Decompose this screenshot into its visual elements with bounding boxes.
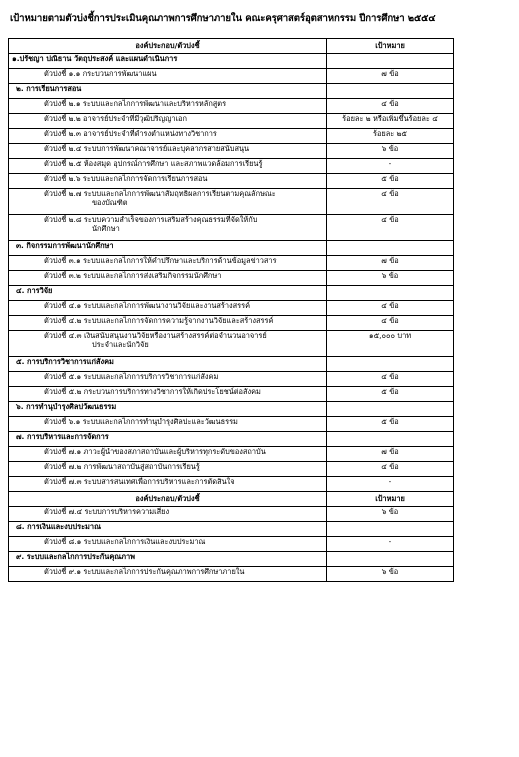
table-row — [9, 189, 454, 215]
indicator-label: องค์ประกอบ/ตัวบ่งชี้ — [135, 494, 200, 504]
indicator-cell — [9, 331, 327, 357]
indicator-cell — [9, 537, 327, 552]
target-cell: ๖ ข้อ — [327, 144, 454, 159]
indicator-label: ตัวบ่งชี้ ๒.๑ ระบบและกลไกการพัฒนาและบริหารหลักสูตร — [44, 99, 227, 108]
indicator-label: ๗. การบริหารและการจัดการ — [16, 432, 109, 441]
table-header-row — [9, 492, 454, 507]
indicator-label: ตัวบ่งชี้ ๔.๑ ระบบและกลไกการพัฒนางานวิจัยและงานสร้างสรรค์ — [44, 301, 251, 310]
indicator-label: ๘. การเงินและงบประมาณ — [16, 522, 101, 531]
target-cell — [327, 357, 454, 372]
indicator-cell — [9, 301, 327, 316]
indicator-cell — [9, 256, 327, 271]
section-title — [9, 552, 327, 567]
section-row — [9, 522, 454, 537]
target-cell — [327, 241, 454, 256]
indicator-label: ตัวบ่งชี้ ๙.๑ ระบบและกลไกการประกันคุณภาพการศึกษาภายใน — [44, 567, 245, 576]
target-cell: ๗ ข้อ — [327, 256, 454, 271]
indicator-cell — [9, 129, 327, 144]
indicator-cell — [9, 159, 327, 174]
indicator-label: ตัวบ่งชี้ ๒.๓ อาจารย์ประจำที่ดำรงตำแหน่งทางวิชาการ — [44, 129, 217, 138]
indicator-cell — [9, 507, 327, 522]
indicator-label: ตัวบ่งชี้ ๒.๕ ห้องสมุด อุปกรณ์การศึกษา และสภาพแวดล้อมการเรียนรู้ — [44, 159, 263, 168]
target-cell — [327, 432, 454, 447]
indicator-label: ๔. การวิจัย — [16, 286, 53, 295]
indicator-cell — [9, 189, 327, 215]
section-row — [9, 54, 454, 69]
table-row — [9, 417, 454, 432]
table-body — [9, 54, 454, 582]
indicator-cell — [9, 316, 327, 331]
indicator-label: ตัวบ่งชี้ ๔.๓ เงินสนับสนุนงานวิจัยหรืองานสร้างสรรค์ต่อจำนวนอาจารย์ — [44, 331, 267, 340]
target-cell — [327, 402, 454, 417]
table-row — [9, 144, 454, 159]
table-row — [9, 174, 454, 189]
table-row — [9, 537, 454, 552]
indicator-label: ๑.ปรัชญา ปณิธาน วัตถุประสงค์ และแผนดำเนินการ — [12, 54, 178, 63]
table-row — [9, 507, 454, 522]
indicator-cell — [9, 271, 327, 286]
target-cell: - — [327, 159, 454, 174]
indicator-cell — [9, 447, 327, 462]
target-cell: ๑๕,๐๐๐ บาท — [327, 331, 454, 357]
target-cell — [327, 286, 454, 301]
indicator-label: ตัวบ่งชี้ ๗.๑ ภาวะผู้นำของสภาสถาบันและผู้บริหารทุกระดับของสถาบัน — [44, 447, 266, 456]
indicator-label: ตัวบ่งชี้ ๓.๑ ระบบและกลไกการให้คำปรึกษาและบริการด้านข้อมูลข่าวสาร — [44, 256, 277, 265]
section-row — [9, 402, 454, 417]
table-row — [9, 114, 454, 129]
indicator-cell — [9, 387, 327, 402]
indicator-label: ตัวบ่งชี้ ๔.๒ ระบบและกลไกการจัดการความรู้จากงานวิจัยและสร้างสรรค์ — [44, 316, 274, 325]
target-cell: ๔ ข้อ — [327, 301, 454, 316]
section-title — [9, 286, 327, 301]
table-row — [9, 316, 454, 331]
section-row — [9, 432, 454, 447]
indicator-label: ตัวบ่งชี้ ๓.๒ ระบบและกลไกการส่งเสริมกิจกรรมนักศึกษา — [44, 271, 222, 280]
header-target: เป้าหมาย — [327, 492, 454, 507]
indicator-cell — [9, 477, 327, 492]
indicator-cell — [9, 567, 327, 582]
target-cell — [327, 54, 454, 69]
section-title — [9, 432, 327, 447]
target-cell: ร้อยละ ๒ หรือเพิ่มขึ้นร้อยละ ๔ — [327, 114, 454, 129]
section-title — [9, 84, 327, 99]
table-header-row — [9, 39, 454, 54]
section-title — [9, 522, 327, 537]
indicator-label-cont: ประจำและนักวิจัย — [92, 340, 149, 350]
target-cell: ๔ ข้อ — [327, 215, 454, 241]
indicator-label: ๕. การบริการวิชาการแก่สังคม — [16, 357, 114, 366]
document-title: เป้าหมายตามตัวบ่งชี้การประเมินคุณภาพการศึกษาภายใน คณะครุศาสตร์อุตสาหกรรม ปีการศึกษา ๒๕๕๔ — [10, 13, 436, 24]
section-row — [9, 552, 454, 567]
target-cell: - — [327, 537, 454, 552]
indicator-label-cont: ของบัณฑิต — [92, 198, 128, 208]
indicator-label: ตัวบ่งชี้ ๗.๔ ระบบการบริหารความเสี่ยง — [44, 507, 170, 516]
target-cell — [327, 552, 454, 567]
table-row — [9, 271, 454, 286]
indicator-label: ตัวบ่งชี้ ๗.๒ การพัฒนาสถาบันสู่สถาบันการเรียนรู้ — [44, 462, 200, 471]
table-row — [9, 99, 454, 114]
table-row — [9, 372, 454, 387]
indicator-table — [8, 38, 454, 582]
target-cell: ๔ ข้อ — [327, 316, 454, 331]
table-row — [9, 387, 454, 402]
target-cell: - — [327, 477, 454, 492]
indicator-label: ตัวบ่งชี้ ๒.๘ ระบบความสำเร็จของการเสริมสร้างคุณธรรมที่จัดให้กับ — [44, 215, 258, 224]
target-cell: ๕ ข้อ — [327, 417, 454, 432]
indicator-label-cont: นักศึกษา — [92, 224, 120, 234]
target-cell: ๕ ข้อ — [327, 174, 454, 189]
indicator-label: ตัวบ่งชี้ ๒.๗ ระบบและกลไกการพัฒนาสัมฤทธิผลการเรียนตามคุณลักษณะ — [44, 189, 276, 198]
target-cell: ๔ ข้อ — [327, 189, 454, 215]
header-indicator — [9, 492, 327, 507]
header-target: เป้าหมาย — [327, 39, 454, 54]
table-row — [9, 256, 454, 271]
table-row — [9, 159, 454, 174]
target-cell: ๖ ข้อ — [327, 567, 454, 582]
indicator-cell — [9, 144, 327, 159]
target-cell — [327, 84, 454, 99]
target-cell: ๕ ข้อ — [327, 387, 454, 402]
indicator-cell — [9, 69, 327, 84]
table-row — [9, 215, 454, 241]
indicator-cell — [9, 99, 327, 114]
indicator-label: ตัวบ่งชี้ ๘.๑ ระบบและกลไกการเงินและงบประมาณ — [44, 537, 206, 546]
table-row — [9, 69, 454, 84]
section-title — [9, 241, 327, 256]
section-row — [9, 286, 454, 301]
table-row — [9, 301, 454, 316]
indicator-label: ตัวบ่งชี้ ๖.๑ ระบบและกลไกการทำนุบำรุงศิลปะและวัฒนธรรม — [44, 417, 238, 426]
indicator-label: ตัวบ่งชี้ ๒.๒ อาจารย์ประจำที่มีวุฒิปริญญาเอก — [44, 114, 187, 123]
indicator-cell — [9, 215, 327, 241]
indicator-label: ตัวบ่งชี้ ๕.๑ ระบบและกลไกการบริการวิชาการแก่สังคม — [44, 372, 219, 381]
table-row — [9, 129, 454, 144]
table-row — [9, 331, 454, 357]
indicator-label: ตัวบ่งชี้ ๕.๒ กระบวนการบริการทางวิชาการให้เกิดประโยชน์ต่อสังคม — [44, 387, 261, 396]
header-indicator: องค์ประกอบ/ตัวบ่งชี้ — [9, 39, 327, 54]
indicator-cell — [9, 462, 327, 477]
target-cell: ๖ ข้อ — [327, 507, 454, 522]
indicator-label: ตัวบ่งชี้ ๗.๓ ระบบสารสนเทศเพื่อการบริหารและการตัดสินใจ — [44, 477, 235, 486]
target-cell: ๔ ข้อ — [327, 99, 454, 114]
section-row — [9, 357, 454, 372]
target-cell: ๖ ข้อ — [327, 271, 454, 286]
target-cell: ๔ ข้อ — [327, 372, 454, 387]
table-row — [9, 477, 454, 492]
section-row — [9, 84, 454, 99]
indicator-label: ตัวบ่งชี้ ๑.๑ กระบวนการพัฒนาแผน — [44, 69, 157, 78]
indicator-label: ๖. การทำนุบำรุงศิลปวัฒนธรรม — [16, 402, 117, 411]
indicator-label: ๓. กิจกรรมการพัฒนานักศึกษา — [16, 241, 114, 250]
indicator-cell — [9, 174, 327, 189]
indicator-label: ตัวบ่งชี้ ๒.๖ ระบบและกลไกการจัดการเรียนการสอน — [44, 174, 208, 183]
indicator-cell — [9, 417, 327, 432]
target-cell: ๔ ข้อ — [327, 462, 454, 477]
target-cell: ร้อยละ ๒๕ — [327, 129, 454, 144]
indicator-cell — [9, 114, 327, 129]
indicator-label: ๒. การเรียนการสอน — [16, 84, 82, 93]
table-row — [9, 462, 454, 477]
section-row — [9, 241, 454, 256]
section-title — [9, 402, 327, 417]
target-cell: ๗ ข้อ — [327, 69, 454, 84]
indicator-cell — [9, 372, 327, 387]
target-cell — [327, 522, 454, 537]
indicator-label: ๙. ระบบและกลไกการประกันคุณภาพ — [16, 552, 136, 561]
table-row — [9, 447, 454, 462]
section-title — [9, 357, 327, 372]
table-row — [9, 567, 454, 582]
indicator-label: ตัวบ่งชี้ ๒.๔ ระบบการพัฒนาคณาจารย์และบุคลากรสายสนับสนุน — [44, 144, 250, 153]
target-cell: ๗ ข้อ — [327, 447, 454, 462]
section-title — [9, 54, 327, 69]
